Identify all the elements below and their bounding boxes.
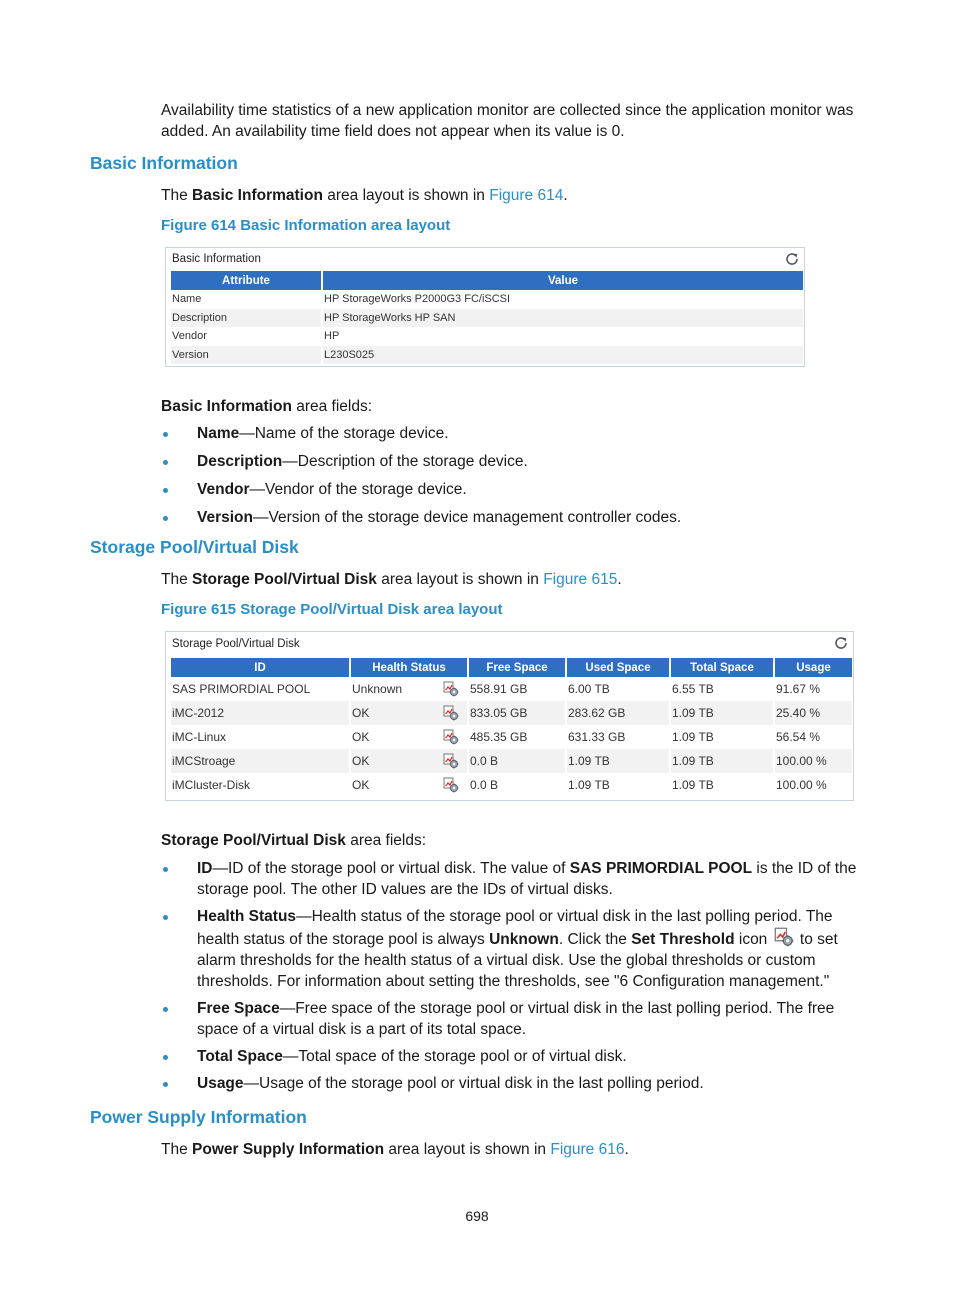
table-row bbox=[171, 290, 803, 309]
column-header-id[interactable]: ID bbox=[171, 658, 349, 677]
cell-attribute: Description bbox=[171, 309, 321, 328]
cell-id: iMC-Linux bbox=[172, 730, 227, 744]
cell-id: SAS PRIMORDIAL POOL bbox=[172, 682, 311, 696]
cell-health-status bbox=[351, 749, 467, 773]
health-status-value: Unknown bbox=[352, 682, 403, 696]
field-term: Free Space bbox=[197, 1000, 280, 1017]
basic-lead-bold: Basic Information bbox=[192, 187, 323, 204]
pool-fields-list bbox=[161, 858, 865, 1094]
power-lead-bold: Power Supply Information bbox=[192, 1141, 385, 1158]
field-desc: —Version of the storage device management controller codes. bbox=[253, 509, 682, 526]
list-item bbox=[161, 1046, 865, 1067]
basic-information-table bbox=[169, 271, 805, 364]
link-figure-615[interactable]: Figure 615 bbox=[543, 571, 618, 588]
set-threshold-icon[interactable] bbox=[443, 729, 459, 745]
cell-usage: 56.54 % bbox=[776, 730, 821, 744]
cell-total-space: 1.09 TB bbox=[672, 778, 714, 792]
set-threshold-icon bbox=[774, 927, 794, 947]
field-desc-bold: Set Threshold bbox=[631, 931, 735, 948]
pool-lead-mid: area layout is shown in bbox=[376, 571, 544, 588]
field-desc-bold: Unknown bbox=[489, 931, 559, 948]
list-item bbox=[161, 1073, 865, 1094]
field-desc: —Usage of the storage pool or virtual disk in the last polling period. bbox=[243, 1075, 704, 1092]
table-row bbox=[171, 773, 852, 797]
cell-free-space: 0.0 B bbox=[470, 778, 499, 792]
table-row bbox=[171, 677, 852, 701]
basic-fields-bold: Basic Information bbox=[161, 398, 292, 415]
field-term: Description bbox=[197, 453, 283, 470]
refresh-icon[interactable] bbox=[833, 635, 849, 651]
cell-total-space: 1.09 TB bbox=[672, 730, 714, 744]
cell-health-status bbox=[351, 677, 467, 701]
pool-lead-post: . bbox=[617, 571, 622, 588]
column-header-usage[interactable]: Usage bbox=[775, 658, 852, 677]
cell-free-space: 558.91 GB bbox=[470, 682, 528, 696]
pool-lead-paragraph bbox=[161, 569, 865, 590]
cell-used-space: 283.62 GB bbox=[567, 701, 669, 725]
storage-pool-table bbox=[169, 658, 854, 797]
cell-id: iMCStroage bbox=[171, 749, 349, 773]
cell-total-space: 1.09 TB bbox=[671, 701, 773, 725]
cell-value: HP bbox=[324, 330, 340, 343]
link-figure-616[interactable]: Figure 616 bbox=[550, 1141, 625, 1158]
cell-attribute: Name bbox=[172, 293, 202, 306]
health-status-value: OK bbox=[352, 730, 370, 744]
list-item bbox=[161, 479, 865, 500]
page-number: 698 bbox=[465, 1208, 489, 1224]
basic-information-panel bbox=[165, 247, 805, 367]
list-item bbox=[161, 998, 865, 1040]
cell-used-space: 6.00 TB bbox=[568, 682, 610, 696]
cell-usage: 100.00 % bbox=[776, 778, 827, 792]
table-row bbox=[171, 749, 852, 773]
column-header-health-status[interactable]: Health Status bbox=[351, 658, 467, 677]
cell-health-status bbox=[351, 725, 467, 749]
cell-free-space: 485.35 GB bbox=[470, 730, 528, 744]
pool-lead-pre: The bbox=[161, 571, 193, 588]
field-term: Name bbox=[197, 425, 240, 442]
cell-id: iMCluster-Disk bbox=[172, 778, 250, 792]
column-header-value[interactable]: Value bbox=[323, 271, 803, 290]
table-row bbox=[171, 725, 852, 749]
column-header-free-space[interactable]: Free Space bbox=[469, 658, 565, 677]
field-desc: —ID of the storage pool or virtual disk. The value of bbox=[212, 860, 570, 877]
intro-paragraph: Availability time statistics of a new application monitor are collected since the application monitor was added. An availability time field does not appear when its value is 0. bbox=[161, 102, 854, 140]
field-desc: —Total space of the storage pool or of virtual disk. bbox=[282, 1048, 627, 1065]
list-item bbox=[161, 858, 865, 900]
figure-614-caption: Figure 614 Basic Information area layout bbox=[161, 217, 451, 234]
set-threshold-icon[interactable] bbox=[443, 681, 459, 697]
basic-lead-paragraph bbox=[161, 185, 865, 206]
table-row bbox=[171, 701, 852, 725]
field-desc: icon bbox=[734, 931, 772, 948]
column-header-attribute[interactable]: Attribute bbox=[171, 271, 321, 290]
link-figure-614[interactable]: Figure 614 bbox=[489, 187, 564, 204]
cell-health-status bbox=[351, 773, 467, 797]
cell-attribute: Version bbox=[171, 346, 321, 365]
cell-usage: 100.00 % bbox=[775, 749, 852, 773]
health-status-value: OK bbox=[352, 778, 370, 792]
set-threshold-icon[interactable] bbox=[443, 777, 459, 793]
cell-used-space: 1.09 TB bbox=[567, 749, 669, 773]
table-row bbox=[171, 327, 803, 346]
storage-pool-panel-title: Storage Pool/Virtual Disk bbox=[172, 638, 300, 650]
basic-lead-pre: The bbox=[161, 187, 193, 204]
field-desc: —Health status of the storage pool or virtual disk in the last polling period. The health status of the storage pool is always bbox=[197, 908, 833, 948]
field-desc-bold: SAS PRIMORDIAL POOL bbox=[569, 860, 753, 877]
basic-lead-mid: area layout is shown in bbox=[322, 187, 490, 204]
cell-value: HP StorageWorks P2000G3 FC/iSCSI bbox=[324, 293, 511, 306]
field-term: Total Space bbox=[197, 1048, 283, 1065]
list-item bbox=[161, 423, 865, 444]
cell-total-space: 1.09 TB bbox=[671, 749, 773, 773]
cell-total-space: 6.55 TB bbox=[672, 682, 714, 696]
cell-used-space: 631.33 GB bbox=[568, 730, 626, 744]
field-desc: —Description of the storage device. bbox=[282, 453, 528, 470]
pool-fields-rest: area fields: bbox=[345, 832, 427, 849]
column-header-total-space[interactable]: Total Space bbox=[671, 658, 773, 677]
power-lead-pre: The bbox=[161, 1141, 193, 1158]
cell-value: HP StorageWorks HP SAN bbox=[323, 309, 803, 328]
list-item bbox=[161, 451, 865, 472]
basic-information-panel-title: Basic Information bbox=[172, 253, 261, 265]
field-desc: —Vendor of the storage device. bbox=[249, 481, 467, 498]
cell-used-space: 1.09 TB bbox=[568, 778, 610, 792]
power-lead-mid: area layout is shown in bbox=[384, 1141, 551, 1158]
basic-lead-post: . bbox=[563, 187, 568, 204]
cell-usage: 25.40 % bbox=[775, 701, 852, 725]
field-term: Health Status bbox=[197, 908, 297, 925]
cell-free-space: 833.05 GB bbox=[469, 701, 565, 725]
field-desc: . Click the bbox=[558, 931, 632, 948]
list-item bbox=[161, 906, 865, 992]
pool-fields-bold: Storage Pool/Virtual Disk bbox=[161, 832, 346, 849]
pool-lead-bold: Storage Pool/Virtual Disk bbox=[192, 571, 377, 588]
heading-power-supply: Power Supply Information bbox=[90, 1107, 307, 1127]
cell-health-status bbox=[351, 701, 467, 725]
health-status-value: OK bbox=[352, 754, 370, 768]
storage-pool-panel bbox=[165, 631, 854, 801]
table-row bbox=[171, 309, 803, 328]
health-status-value: OK bbox=[352, 706, 370, 720]
figure-615-caption: Figure 615 Storage Pool/Virtual Disk area layout bbox=[161, 601, 503, 618]
heading-storage-pool: Storage Pool/Virtual Disk bbox=[90, 537, 299, 557]
cell-id: iMC-2012 bbox=[171, 701, 349, 725]
field-term: Vendor bbox=[197, 481, 250, 498]
field-term: Version bbox=[197, 509, 253, 526]
field-desc: is the ID of the storage pool. The other ID values are the IDs of virtual disks. bbox=[197, 860, 857, 898]
column-header-used-space[interactable]: Used Space bbox=[567, 658, 669, 677]
table-row bbox=[171, 346, 803, 365]
basic-fields-intro bbox=[161, 396, 865, 417]
basic-fields-rest: area fields: bbox=[291, 398, 373, 415]
pool-fields-intro bbox=[161, 830, 865, 851]
set-threshold-icon[interactable] bbox=[443, 705, 459, 721]
heading-basic-information: Basic Information bbox=[90, 153, 238, 173]
power-lead-post: . bbox=[624, 1141, 629, 1158]
field-term: Usage bbox=[197, 1075, 244, 1092]
list-item bbox=[161, 507, 865, 528]
field-term: ID bbox=[197, 860, 213, 877]
refresh-icon[interactable] bbox=[784, 251, 800, 267]
power-lead-paragraph bbox=[161, 1139, 865, 1160]
cell-usage: 91.67 % bbox=[776, 682, 821, 696]
field-desc: —Name of the storage device. bbox=[239, 425, 449, 442]
field-desc: —Free space of the storage pool or virtual disk in the last polling period. The free space of a virtual disk is a part of its total space. bbox=[197, 1000, 835, 1038]
cell-free-space: 0.0 B bbox=[469, 749, 565, 773]
basic-fields-list bbox=[161, 423, 865, 528]
cell-value: L230S025 bbox=[323, 346, 803, 365]
field-desc: to set alarm thresholds for the health status of a virtual disk. Use the global thresholds or custom thresholds. For information about setting the thresholds, see "6 Configuration management." bbox=[197, 931, 838, 990]
cell-attribute: Vendor bbox=[172, 330, 207, 343]
set-threshold-icon[interactable] bbox=[443, 753, 459, 769]
